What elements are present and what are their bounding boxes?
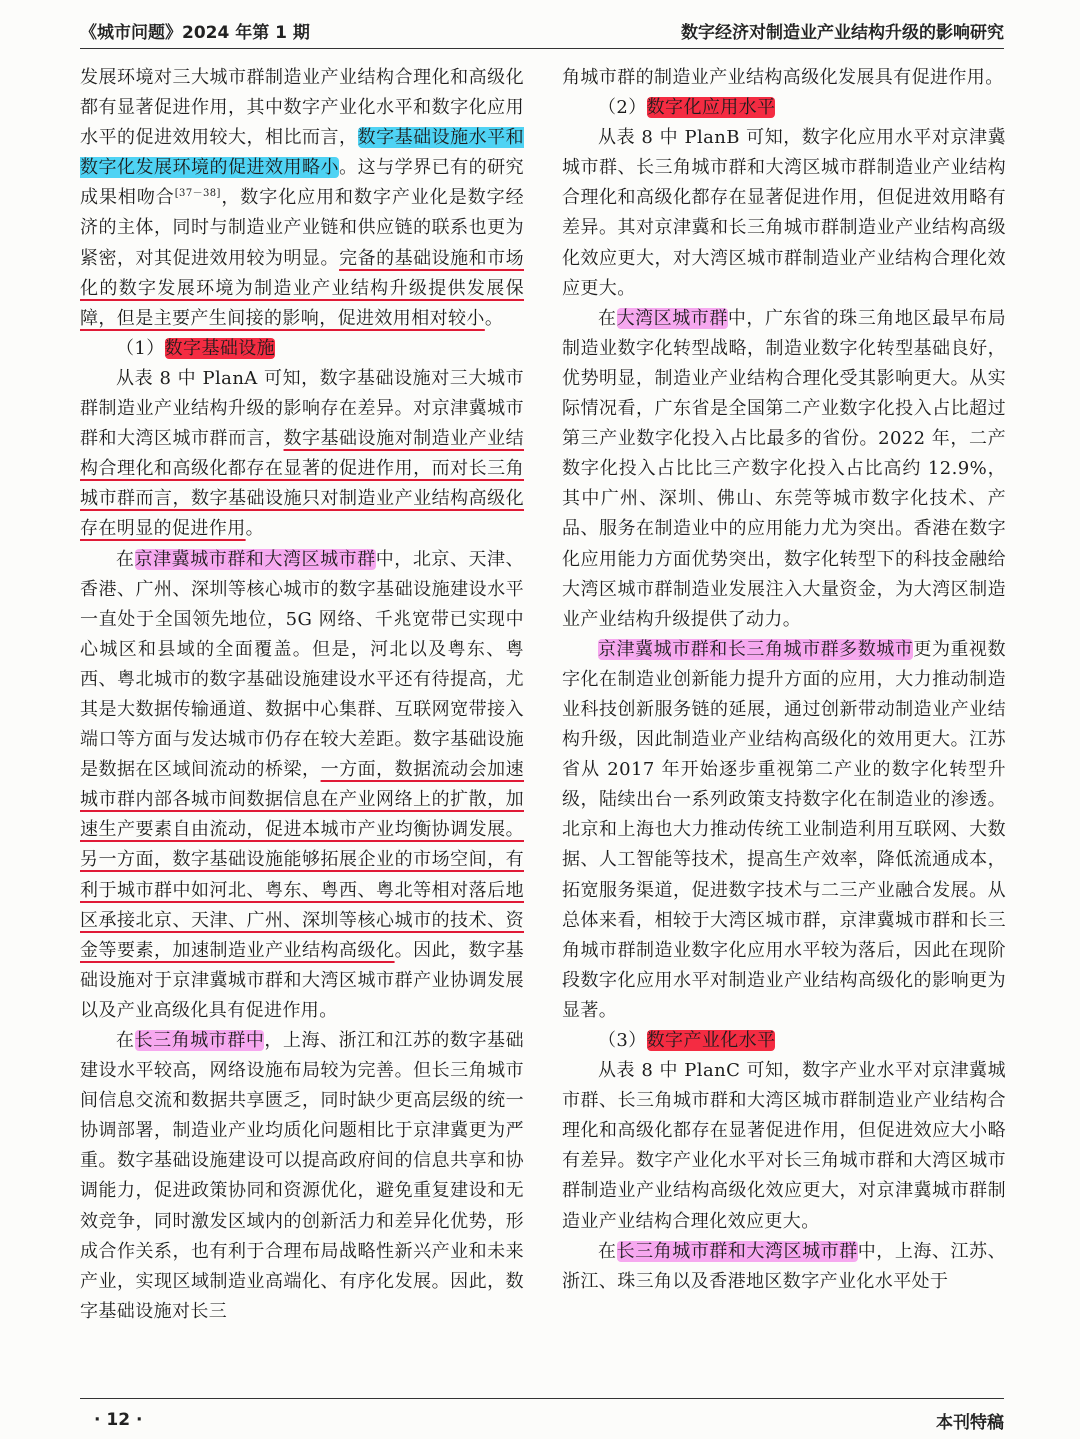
running-footer bbox=[80, 1406, 1004, 1434]
paragraph: 发展环境对三大城市群制造业产业结构合理化和高级化都有显著促进作用，其中数字产业化水平和数字化应用水平的促进效用较大，相比而言，数字基础设施水平和数字化发展环境的促进效用略小。这与学界已有的研究成果相吻合[37－38]，数字化应用和数字产业化是数字经济的主体，同时与制造业产业链和供应链的联系也更为紧密，对其促进效用较为明显。完备的基础设施和市场化的数字发展环境为制造业产业结构升级提供发展保障，但是主要产生间接的影响，促进效用相对较小。 bbox=[80, 67, 524, 329]
pink-highlight: 长三角城市群中 bbox=[134, 1030, 265, 1051]
paragraph: 在京津冀城市群和大湾区城市群中，北京、天津、香港、广州、深圳等核心城市的数字基础设施建设水平一直处于全国领先地位，5G 网络、千兆宽带已实现中心城区和县域的全面覆盖。但是，河北以及粤东、粤西、粤北城市的数字基础设施建设水平还有待提高，尤其是大数据传输通道、数据中心集群、互联网宽带接入端口等方面与发达城市仍存在较大差距。数字基础设施是数据在区域间流动的桥梁，一方面，数据流动会加速城市群内部各城市间数据信息在产业网络上的扩散，加速生产要素自由流动，促进本城市产业均衡协调发展。另一方面，数字基础设施能够拓展企业的市场空间，有利于城市群中如河北、粤东、粤西、粤北等相对落后地区承接北京、天津、广州、深圳等核心城市的技术、资金等要素，加速制造业产业结构高级化。因此，数字基础设施对于京津冀城市群和大湾区城市群产业协调发展以及产业高级化具有促进作用。 bbox=[80, 548, 525, 1021]
pink-highlight: 京津冀城市群和大湾区城市群 bbox=[134, 548, 376, 570]
paragraph: 在长三角城市群和大湾区城市群中，上海、江苏、浙江、珠三角以及香港地区数字产业化水平处于 bbox=[562, 1240, 1006, 1292]
journal-issue: 《城市问题》2024 年第 1 期 bbox=[80, 22, 310, 43]
footer-rule bbox=[80, 1398, 1004, 1399]
subsection-heading: （3）数字产业化水平 bbox=[598, 1030, 776, 1051]
red-underline: 完备的基础设施和市场化的数字发展环境为制造业产业结构升级提供发展保障，但是主要产生间接的影响，促进效用相对较小 bbox=[80, 247, 524, 329]
paragraph: 在长三角城市群中，上海、浙江和江苏的数字基础建设水平较高，网络设施布局较为完善。但长三角城市间信息交流和数据共享匮乏，同时缺少更高层级的统一协调部署，制造业产业均质化问题相比于京津冀更为严重。数字基础设施建设可以提高政府间的信息共享和协调能力，促进政策协同和资源优化，避免重复建设和无效竞争，同时激发区域内的创新活力和差异化优势，形成合作关系，也有利于合理布局战略性新兴产业和未来产业，实现区域制造业高端化、有序化发展。因此，数字基础设施对长三 bbox=[80, 1030, 524, 1322]
left-column bbox=[80, 63, 524, 1327]
paragraph: 在大湾区城市群中，广东省的珠三角地区最早布局制造业数字化转型战略，制造业数字化转型基础良好，优势明显，制造业产业结构合理化受其影响更大。从实际情况看，广东省是全国第二产业数字化投入占比超过第三产业数字化投入占比最多的省份。2022 年，二产数字化投入占比比三产数字化投入占比高约 12.9%，其中广州、深圳、佛山、东莞等城市数字化技术、产品、服务在制造业中的应用能力尤为突出。香港在数字化应用能力方面优势突出，数字化转型下的科技金融给大湾区城市群制造业发展注入大量资金，为大湾区制造业产业结构升级提供了动力。 bbox=[562, 307, 1006, 630]
paragraph: 从表 8 中 PlanC 可知，数字产业水平对京津冀城市群、长三角城市群和大湾区城市群制造业产业结构合理化和高级化都存在显著促进作用，但促进效应大小略有差异。数字产业化水平对长三角城市群和大湾区城市群制造业产业结构高级化效应更大，对京津冀城市群制造业产业结构合理化效应更大。 bbox=[562, 1060, 1006, 1232]
section-name: 本刊特稿 bbox=[936, 1412, 1004, 1433]
subsection-heading: （1）数字基础设施 bbox=[116, 337, 276, 359]
paragraph: 从表 8 中 PlanA 可知，数字基础设施对三大城市群制造业产业结构升级的影响存在差异。对京津冀城市群和大湾区城市群而言，数字基础设施对制造业产业结构合理化和高级化都存在显著的促进作用，而对长三角城市群而言，数字基础设施只对制造业产业结构高级化存在明显的促进作用。 bbox=[80, 367, 524, 540]
subsection-heading: （2）数字化应用水平 bbox=[598, 97, 776, 119]
cyan-highlight: 数字基础设施水平和数字化发展环境的促进效用略小 bbox=[80, 127, 524, 179]
right-column bbox=[562, 63, 1006, 1297]
pink-highlight: 长三角城市群和大湾区城市群 bbox=[616, 1240, 858, 1262]
red-underline: 一方面，数据流动会加速城市群内部各城市间数据信息在产业网络上的扩散，加速生产要素自由流动，促进本城市产业均衡协调发展。另一方面，数字基础设施能够拓展企业的市场空间，有利于城市群中如河北、粤东、粤西、粤北等相对落后地区承接北京、天津、广州、深圳等核心城市的技术、资金等要素，加速制造业产业结构高级化 bbox=[80, 759, 525, 961]
paragraph: 角城市群的制造业产业结构高级化发展具有促进作用。 bbox=[562, 67, 1004, 88]
red-highlight: 数字基础设施 bbox=[164, 337, 276, 359]
paragraph: 京津冀城市群和长三角城市群多数城市更为重视数字化在制造业创新能力提升方面的应用，大力推动制造业科技创新服务链的延展，通过创新带动制造业产业结构升级，因此制造业产业结构高级化的效用更大。江苏省从 2017 年开始逐步重视第二产业的数字化转型升级，陆续出台一系列政策支持数字化在制造业的渗透。北京和上海也大力推动传统工业制造利用互联网、大数据、人工智能等技术，提高生产效率，降低流通成本，拓宽服务渠道，促进数字技术与二三产业融合发展。从总体来看，相较于大湾区城市群，京津冀城市群和长三角城市群制造业数字化应用水平较为落后，因此在现阶段数字化应用水平对制造业产业结构高级化的影响更为显著。 bbox=[562, 638, 1006, 1021]
red-underline: 数字基础设施对制造业产业结构合理化和高级化都存在显著的促进作用，而对长三角城市群而言，数字基础设施只对制造业产业结构高级化存在明显的促进作用 bbox=[80, 428, 524, 540]
article-title: 数字经济对制造业产业结构升级的影响研究 bbox=[681, 22, 1004, 43]
red-highlight: 数字产业化水平 bbox=[646, 1030, 776, 1051]
header-rule bbox=[80, 48, 1004, 49]
paragraph: 从表 8 中 PlanB 可知，数字化应用水平对京津冀城市群、长三角城市群和大湾区城市群制造业产业结构合理化和高级化都存在显著促进作用，但促进效用略有差异。其对京津冀和长三角城市群制造业产业结构高级化效应更大，对大湾区城市群制造业产业结构合理化效应更大。 bbox=[562, 127, 1006, 299]
pink-highlight: 大湾区城市群 bbox=[616, 307, 728, 329]
running-header bbox=[80, 14, 1004, 46]
page-number: · 12 · bbox=[94, 1410, 143, 1430]
pink-highlight: 京津冀城市群和长三角城市群多数城市 bbox=[598, 638, 914, 660]
citation: [37－38] bbox=[174, 188, 221, 200]
red-highlight: 数字化应用水平 bbox=[646, 97, 776, 119]
